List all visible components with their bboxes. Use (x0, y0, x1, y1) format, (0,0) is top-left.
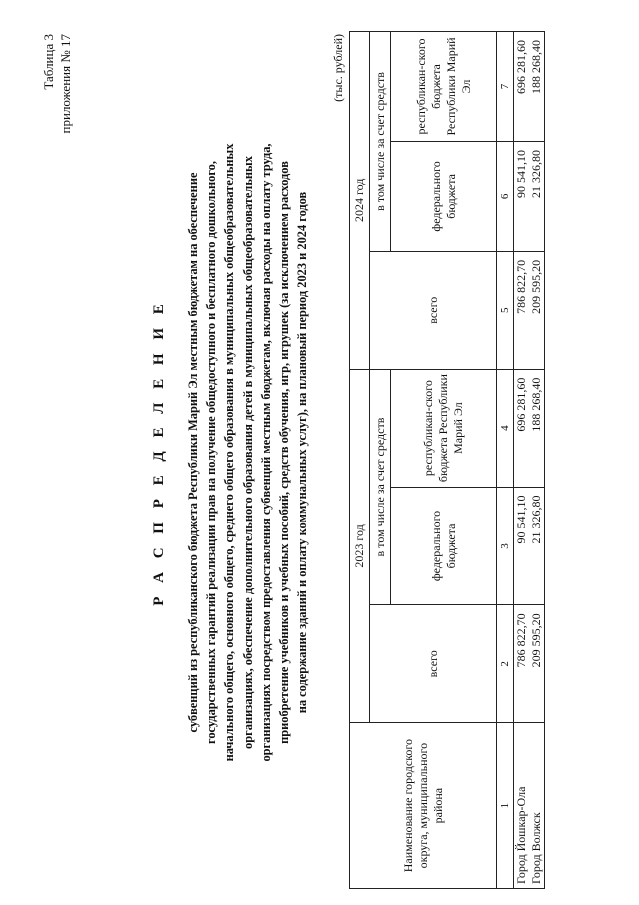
header-republican-2024: республикан-ского бюджета Республики Марий Эл (391, 32, 497, 142)
header-year-2024: 2024 год (350, 32, 370, 370)
column-number: 6 (497, 141, 514, 251)
header-year-2023: 2023 год (350, 369, 370, 723)
header-including-2024: в том числе за счет средств (370, 32, 391, 252)
federal-2023-cell: 21 326,80 (529, 487, 545, 605)
total-2023-cell: 786 822,70 (514, 605, 530, 723)
subtitle-line: субвенций из республиканского бюджета Республики Марий Эл местным бюджетам на обеспечение (186, 172, 200, 733)
column-number: 4 (497, 369, 514, 487)
table-row (514, 32, 530, 889)
header-name-column: Наименование городского округа, муниципального района (350, 723, 497, 889)
units-label: (тыс. рублей) (331, 34, 345, 102)
republican-2023-cell: 188 268,40 (529, 369, 545, 487)
appendix-number: приложения № 17 (58, 34, 73, 134)
total-2024-cell: 209 595,20 (529, 251, 545, 369)
subtitle-line: начального общего, основного общего, среднего общего образования в муниципальных общеобразовательных (222, 143, 237, 762)
header-federal-2024: федерального бюджета (391, 141, 497, 251)
table-number: Таблица 3 (41, 34, 56, 90)
total-2023-cell: 209 595,20 (529, 605, 545, 723)
subtitle-line: приобретение учебников и учебных пособий, средств обучения, игр, игрушек (за исключением расходов (277, 161, 292, 744)
column-number: 5 (497, 251, 514, 369)
table-row (529, 32, 545, 889)
republican-2024-cell: 188 268,40 (529, 32, 545, 142)
document-subtitle (184, 80, 311, 825)
column-number: 1 (497, 723, 514, 889)
column-number: 2 (497, 605, 514, 723)
municipality-name: Город Йошкар-Ола (514, 723, 530, 889)
table-reference (40, 34, 74, 133)
subtitle-line: на содержание зданий и оплату коммунальных услуг), на плановый период 2023 и 2024 годов (295, 191, 310, 714)
header-federal-2023: федерального бюджета (391, 487, 497, 605)
header-including-2023: в том числе за счет средств (370, 369, 391, 605)
municipality-name: Город Волжск (529, 723, 545, 889)
distribution-table (349, 31, 545, 889)
subtitle-line: организациях посредством предоставления субвенций местным бюджетам, включая расходы на оплату труда, (258, 143, 273, 762)
federal-2024-cell: 90 541,10 (514, 141, 530, 251)
total-2024-cell: 786 822,70 (514, 251, 530, 369)
header-total-2023: всего (370, 605, 497, 723)
federal-2023-cell: 90 541,10 (514, 487, 530, 605)
subtitle-line: государственных гарантий реализации прав на получение общедоступного и бесплатного дошкольного, (204, 161, 219, 744)
document-title: Р А С П Р Е Д Е Л Е Н И Е (151, 299, 167, 606)
subtitle-line: организациях, обеспечение дополнительного образования детей в муниципальных общеобразовательных (240, 156, 255, 749)
republican-2023-cell: 696 281,60 (514, 369, 530, 487)
column-number: 7 (497, 32, 514, 142)
federal-2024-cell: 21 326,80 (529, 141, 545, 251)
republican-2024-cell: 696 281,60 (514, 32, 530, 142)
header-total-2024: всего (370, 251, 497, 369)
column-number: 3 (497, 487, 514, 605)
header-republican-2023: республикан-ского бюджета Республики Марий Эл (391, 369, 497, 487)
